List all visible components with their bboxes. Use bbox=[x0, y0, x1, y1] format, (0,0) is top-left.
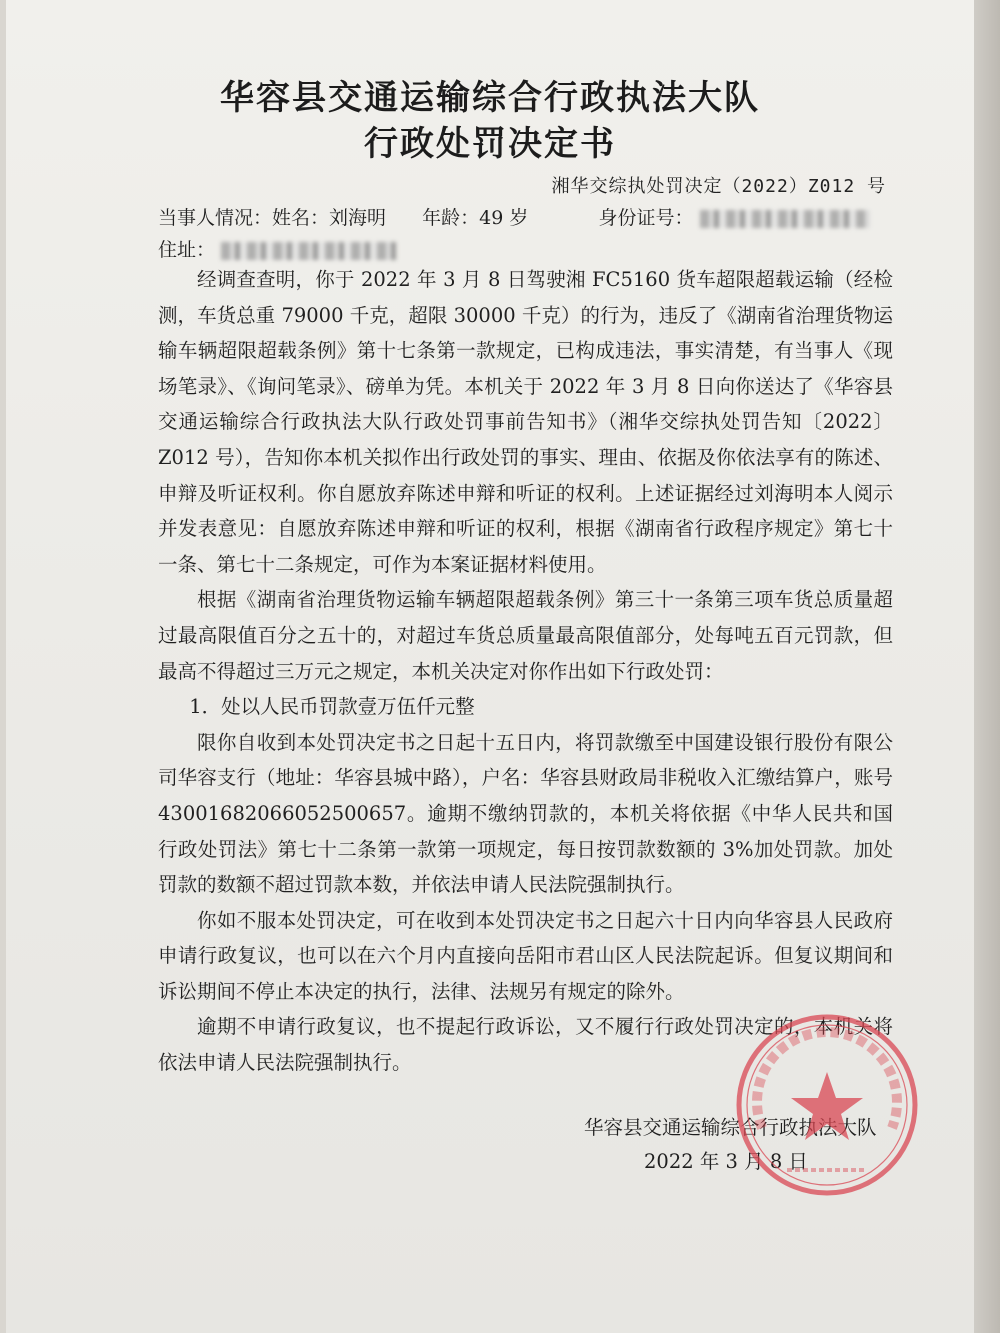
redacted-id-number bbox=[700, 210, 870, 228]
party-age: 年龄：49 岁 bbox=[422, 207, 529, 229]
document-subtitle: 行政处罚决定书 bbox=[364, 124, 616, 164]
document-title: 华容县交通运输综合行政执法大队 bbox=[220, 78, 760, 118]
paragraph-appeal: 你如不服本处罚决定，可在收到本处罚决定书之日起六十日内向华容县人民政府申请行政复议，也可以在六个月内直接向岳阳市君山区人民法院起诉。但复议期间和诉讼期间不停止本决定的执行，法律、法规另有规定的除外。 bbox=[158, 908, 893, 1003]
document-number: 湘华交综执处罚决定（2022）Z012 号 bbox=[551, 176, 886, 197]
party-info bbox=[158, 203, 870, 230]
paragraph-enforcement: 逾期不申请行政复议，也不提起行政诉讼，又不履行行政处罚决定的，本机关将依法申请人民法院强制执行。 bbox=[158, 1015, 893, 1075]
party-id-label: 身份证号： bbox=[598, 207, 694, 229]
document-body bbox=[158, 262, 893, 1081]
signature-organization: 华容县交通运输综合行政执法大队 bbox=[584, 1116, 877, 1139]
paragraph-legal-basis: 根据《湖南省治理货物运输车辆超限超载条例》第三十一条第三项车货总质量超过最高限值百分之五十的，对超过车货总质量最高限值部分，处每吨五百元罚款，但最高不得超过三万元之规定，本机关决定对你作出如下行政处罚： bbox=[158, 588, 893, 683]
paragraph-payment: 限你自收到本处罚决定书之日起十五日内，将罚款缴至中国建设银行股份有限公司华容支行（地址：华容县城中路），户名：华容县财政局非税收入汇缴结算户，账号 43001682066052500657。逾期不缴纳罚款的，本机关将依据《中华人民共和国行政处罚法》第七十二条第一款第一项规定，每日按罚款数额的 3%加处罚款。加处罚款的数额不超过罚款本数，并依法申请人民法院强制执行。 bbox=[158, 730, 893, 897]
official-seal-icon bbox=[732, 1010, 922, 1200]
document-page bbox=[6, 0, 974, 1333]
redacted-address bbox=[221, 242, 396, 260]
party-label: 当事人情况： bbox=[158, 207, 273, 229]
signature-date: 2022 年 3 月 8 日 bbox=[644, 1150, 808, 1173]
page-edge bbox=[974, 0, 1000, 1333]
party-address bbox=[158, 235, 396, 262]
paragraph-facts: 经调查查明，你于 2022 年 3 月 8 日驾驶湘 FC5160 货车超限超载运输（经检测，车货总重 79000 千克，超限 30000 千克）的行为，违反了《湖南省治理货物运输车辆超限超载条例》第十七条第一款规定，已构成违法，事实清楚，有当事人《现场笔录》、《询问笔录》、磅单为凭。本机关于 2022 年 3 月 8 日向你送达了《华容县交通运输综合行政执法大队行政处罚事前告知书》（湘华交综执处罚告知〔2022〕Z012 号），告知你本机关拟作出行政处罚的事实、理由、依据及你依法享有的陈述、申辩及听证权利。你自愿放弃陈述申辩和听证的权利。上述证据经过刘海明本人阅示并发表意见：自愿放弃陈述申辩和听证的权利，根据《湖南省行政程序规定》第七十一条、第七十二条规定，可作为本案证据材料使用。 bbox=[158, 268, 893, 576]
address-label: 住址： bbox=[158, 239, 216, 261]
party-name: 姓名：刘海明 bbox=[272, 207, 387, 229]
penalty-item: 1．处以人民币罚款壹万伍仟元整 bbox=[189, 695, 475, 719]
